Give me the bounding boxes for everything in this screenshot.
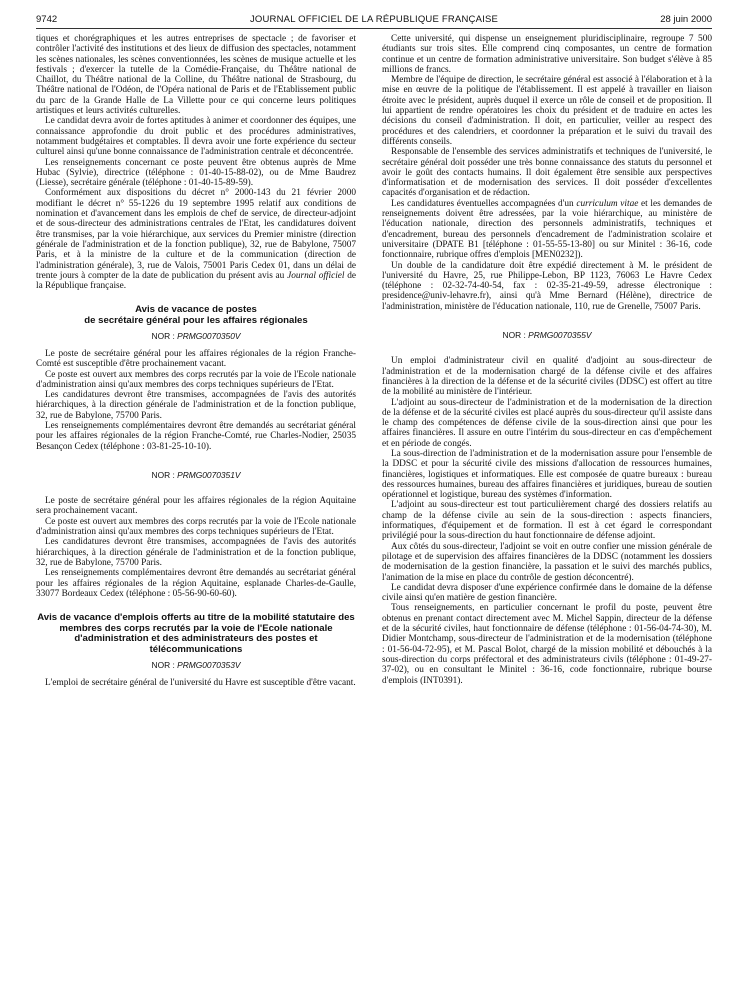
paragraph: L'emploi de secrétaire général de l'université du Havre est susceptible d'être vacant. [45, 677, 356, 688]
paragraph: L'adjoint au sous-directeur est tout particulièrement chargé des dossiers relatifs au champ de la défense civile au sein de la sous-direction : aspects financiers, informatiques, d'équipement et de formation. Il est à cet égard le correspondant privilégié pour la sous-direction du haut fonctionnaire de défense adjoint. [382, 500, 712, 542]
journal-officiel-ref: Journal officiel [287, 270, 345, 281]
paragraph [382, 199, 712, 261]
publication-date: 28 juin 2000 [660, 14, 712, 25]
paragraph: Les candidatures devront être transmises, accompagnées de l'avis des autorités hiérarchiques, à la direction générale de l'administration et de la fonction publique, 32, rue de Babylone, 75700 Paris. [36, 390, 356, 421]
section-title-line: Avis de vacance de postes [135, 304, 257, 316]
nor-label: NOR : [151, 469, 175, 480]
nor-reference [36, 660, 356, 670]
paragraph: Tous renseignements, en particulier concernant le profil du poste, peuvent être obtenus en prenant contact directement avec M. Michel Sappin, directeur de la défense et de la sécurité civiles, haut fonctionnaire de défense (téléphone : 01-56-04-74-30), M. Didier Montchamp, sous-directeur de l'administration et de la modernisation (téléphone : 01-56-04-72-95), et M. Pascal Bolot, chargé de la mission mobilité et débouchés à la sous-direction du corps préfectoral et des administrateurs civils (téléphone : 01-49-27-37-02), ou en consultant le Minitel : 36-16, code fonctionnaire, rubrique bourse d'emplois (INT0391). [382, 603, 712, 686]
paragraph: L'adjoint au sous-directeur de l'administration et de la modernisation de la direction de la défense et de la sécurité civiles est placé auprès du sous-directeur qu'il assiste dans le champ des compétences de défense civile de la sous-direction ainsi que pour les affaires financières. Il assure en outre l'intérim du sous-directeur en cas d'empêchement et en période de congés. [382, 397, 712, 449]
nor-reference [36, 331, 356, 341]
paragraph [36, 188, 356, 291]
paragraph: Responsable de l'ensemble des services administratifs et techniques de l'université, le secrétaire général doit posséder une très bonne connaissance des statuts du personnel et avoir le goût des contacts humains. Il doit également être sensible aux perspectives d'informatisation et de modernisation des services. Il doit posséder d'excellentes capacités d'organisation et de rédaction. [382, 147, 712, 199]
paragraph: Ce poste est ouvert aux membres des corps recrutés par la voie de l'Ecole nationale d'administration ainsi qu'aux membres des corps techniques supérieurs de l'Etat. [36, 516, 356, 538]
nor-label: NOR : [151, 330, 175, 341]
paragraph: Les renseignements complémentaires devront être demandés au secrétariat général pour les affaires régionales de la région Franche-Comté, rue Charles-Nodier, 25035 Besançon Cedex (téléphone : 03-81-25-10-10). [36, 420, 356, 452]
nor-code: PRMG0070350V [177, 330, 241, 341]
section-title [36, 305, 356, 326]
page-header [36, 10, 712, 30]
paragraph-text: de la République française. [36, 270, 356, 292]
paragraph: tiques et chorégraphiques et les autres entreprises de spectacle ; de favoriser et contrôler l'activité des institutions et des lieux de diffusion des spectacles, notamment les scènes nationales, les scènes conventionnées, les scènes de musique actuelle et les festivals ; d'exercer la tutelle de la Comédie-Française, du Théâtre national de Chaillot, du Théâtre national de la Colline, du Théâtre national de Strasbourg, du Théâtre national de l'Odéon, de l'Opéra national de Paris et de l'Etablissement public du parc de la Grande Halle de La Villette pour ce qui concerne leurs politiques artistiques et leurs activités culturelles. [36, 34, 356, 117]
paragraph-text: Conformément aux dispositions du décret n° 2000-143 du 21 février 2000 modifiant le décret n° 55-1226 du 19 septembre 1995 relatif aux conditions de nomination et d'avancement dans les emplois de chef de service, de directeur-adjoint et de sous-directeur des administrations centrales de l'Etat, les candidatures doivent être transmises, par la voie hiérarchique, aux services du Premier ministre (direction générale de l'administration et de la fonction publique), 32, rue de Babylone, 75007 Paris, et à la ministre de la culture et de la communication (direction de l'administration générale), 3, rue de Valois, 75001 Paris Cedex 01, dans un délai de trente jours à compter de la date de publication du présent avis au [36, 188, 356, 281]
paragraph: Les renseignements concernant ce poste peuvent être obtenus auprès de Mme Hubac (Sylvie), directrice (téléphone : 01-40-15-88-02), ou de Mme Baudrez (Liesse), secrétaire générale (téléphone : 01-40-15-89-59). [36, 157, 356, 189]
paragraph: Cette université, qui dispense un enseignement pluridisciplinaire, regroupe 7 500 étudiants sur trois sites. Elle comprend cinq composantes, un centre de formation continue et un centre de formation administrative universitaire. Son budget s'élève à 85 millions de francs. [382, 34, 712, 75]
nor-label: NOR : [502, 330, 526, 341]
paragraph: Le candidat devra avoir de fortes aptitudes à animer et coordonner des équipes, une connaissance approfondie du droit public et des procédures administratives, notamment budgétaires et comptables. Il devra avoir une forte expérience du secteur culturel ainsi qu'une bonne connaissance de l'administration centrale et déconcentrée. [36, 116, 356, 158]
nor-reference [382, 330, 712, 340]
section-title: Avis de vacance d'emplois offerts au titre de la mobilité statutaire des membres des corps recrutés par la voie de l'Ecole nationale d'administration et des administrateurs des postes et télécommunications [37, 612, 355, 655]
nor-label: NOR : [151, 659, 175, 670]
nor-code: PRMG0070351V [177, 469, 241, 480]
paragraph: Aux côtés du sous-directeur, l'adjoint se voit en outre confier une mission générale de pilotage et de supervision des affaires financières de la DDSC (notamment les dossiers de modernisation de la gestion financière, la passation et le suivi des marchés publics, l'animation de la mise en place du contrôle de gestion déconcentré). [382, 541, 712, 583]
paragraph: Le candidat devra disposer d'une expérience confirmée dans le domaine de la défense civile ainsi qu'en matière de gestion financière. [382, 582, 712, 604]
paragraph-text: et les demandes de renseignements doivent être adressées, par la voie hiérarchique, au ministère de l'éducation nationale, direction des personnels administratifs, techniques et d'encadrement, bureau des personnels d'encadrement de l'administration scolaire et universitaire (DPATE B1 [téléphone : 01-55-55-13-80] ou sur Minitel : 36-16, code fonctionnaire, rubrique offres d'emplois [MEN0232]). [382, 198, 712, 261]
paragraph: La sous-direction de l'administration et de la modernisation assure pour l'ensemble de la DDSC et pour la sécurité civile des missions d'allocation de ressources humaines, financières, logistiques et informatiques. Elle est composée de quatre bureaux : bureau des ressources humaines, bureau des affaires financières et juridiques, bureau de soutien opérationnel et logistique, bureau des systèmes d'information. [382, 448, 712, 501]
paragraph: Les candidatures devront être transmises, accompagnées de l'avis des autorités hiérarchiques, à la direction générale de l'administration et de la fonction publique, 32, rue de Babylone, 75700 Paris. [36, 537, 356, 568]
journal-title: JOURNAL OFFICIEL DE LA RÉPUBLIQUE FRANÇAISE [249, 14, 499, 25]
nor-code: PRMG0070355V [528, 330, 592, 341]
nor-reference [36, 470, 356, 480]
section-title-line: de secrétaire général pour les affaires régionales [84, 315, 308, 327]
page-number: 9742 [36, 14, 58, 25]
paragraph: Membre de l'équipe de direction, le secrétaire général est associé à l'élaboration et à la mise en œuvre de la politique de l'établissement. Il est appelé à travailler en liaison étroite avec le président, auprès duquel il exerce un rôle de conseil et de proposition. Il lui appartient de rendre opératoires les choix du président et de traduire en actes les décisions du conseil d'administration. Il doit, en particulier, veiller au respect des procédures et des calendriers, et coordonner la préparation et le suivi du travail des différents conseils. [382, 75, 712, 147]
left-column [36, 34, 356, 984]
right-column [382, 34, 712, 984]
paragraph: Le poste de secrétaire général pour les affaires régionales de la région Aquitaine sera prochainement vacant. [36, 496, 356, 517]
paragraph: Un emploi d'administrateur civil en qualité d'adjoint au sous-directeur de l'administration et de la modernisation chargé de la défense civile et des affaires financières à la direction de la défense et de la sécurité civiles (DDSC) est offert au titre de la mobilité au ministère de l'intérieur. [382, 356, 712, 398]
paragraph: Ce poste est ouvert aux membres des corps recrutés par la voie de l'Ecole nationale d'administration ainsi qu'aux membres des corps techniques supérieurs de l'Etat. [36, 369, 356, 390]
paragraph: Les renseignements complémentaires devront être demandés au secrétariat général pour les affaires régionales de la région Aquitaine, esplanade Charles-de-Gaulle, 33077 Bordeaux Cedex (téléphone : 05-56-90-60-60). [36, 568, 356, 599]
nor-code: PRMG0070353V [177, 659, 241, 670]
curriculum-vitae-term: curriculum vitae [576, 198, 639, 209]
paragraph: Un double de la candidature doit être expédié directement à M. le président de l'université du Havre, 25, rue Philippe-Lebon, BP 1123, 76063 Le Havre Cedex (téléphone : 02-32-74-40-54, fax : 02-35-21-49-59, adresse électronique : presidence@univ-lehavre.fr), ainsi qu'à Mme Bernard (Hélène), directrice de l'administration, ministère de l'éducation nationale, 110, rue de Grenelle, 75007 Paris. [382, 260, 712, 312]
header-rule [36, 28, 712, 29]
paragraph: Le poste de secrétaire général pour les affaires régionales de la région Franche-Comté est susceptible d'être prochainement vacant. [36, 348, 356, 370]
paragraph-text: Les candidatures éventuelles accompagnées d'un [391, 198, 574, 209]
